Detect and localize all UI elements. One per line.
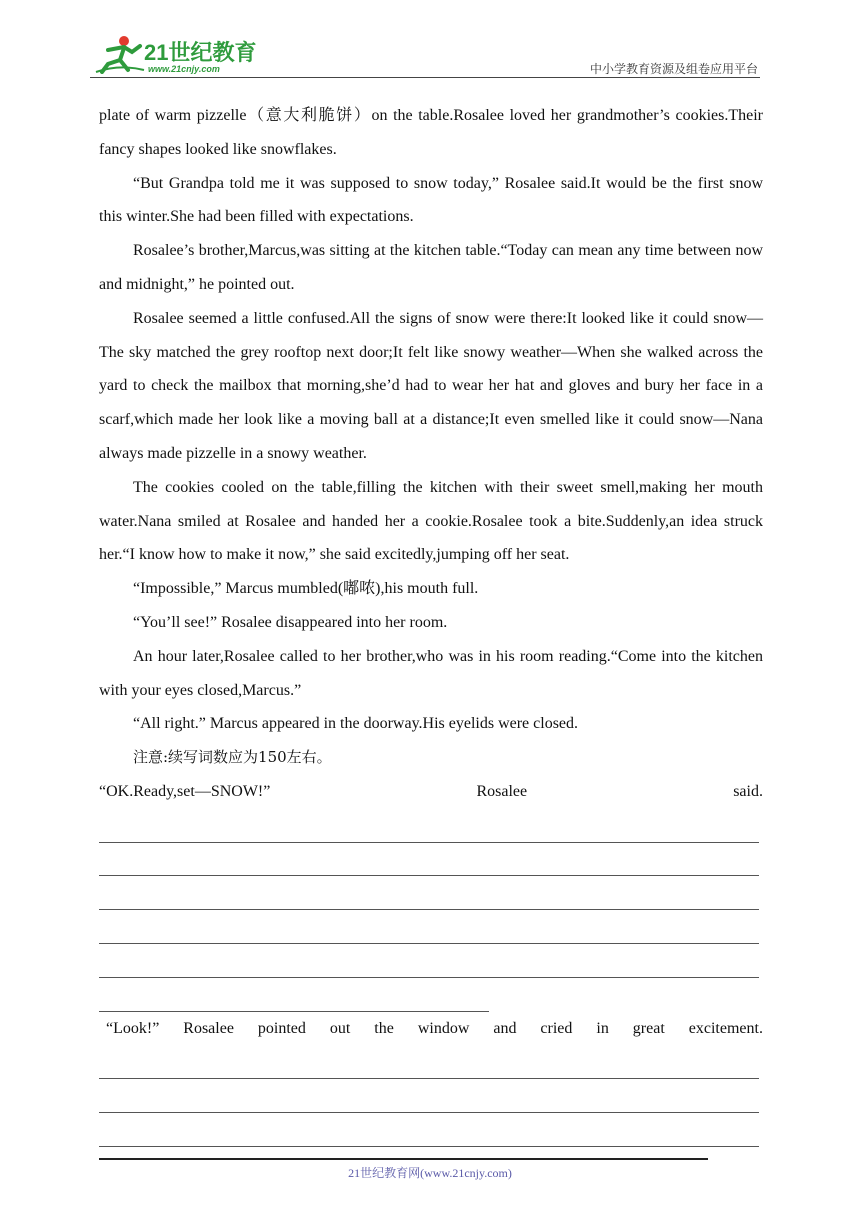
continuation-prompt-1 [99, 775, 763, 809]
continuation-prompt-2 [99, 1012, 763, 1046]
paragraph-3: Rosalee’s brother,Marcus,was sitting at the kitchen table.“Today can mean any time between now and midnight,” he pointed out. [99, 242, 763, 293]
answer-line[interactable] [99, 1045, 759, 1079]
document-body [99, 99, 763, 1147]
prompt-2-word: pointed [257, 1019, 306, 1037]
page-header [90, 30, 760, 78]
prompt-2-word: great [632, 1019, 665, 1037]
paragraph-2: “But Grandpa told me it was supposed to snow today,” Rosalee said.It would be the first snow this winter.She had been filled with expectations. [99, 174, 763, 226]
answer-line-short[interactable] [99, 978, 489, 1012]
paragraph-6: “Impossible,” Marcus mumbled(嘟哝),his mouth full. [133, 580, 479, 598]
prompt-2-word: cried [540, 1019, 573, 1037]
answer-line[interactable] [99, 1113, 759, 1147]
answer-line[interactable] [99, 843, 759, 877]
prompt-2-word: Rosalee [183, 1019, 234, 1037]
prompt-2-word: out [329, 1019, 351, 1037]
prompt-1-name: Rosalee [476, 782, 528, 800]
header-divider [90, 77, 760, 78]
logo-url: www.21cnjy.com [148, 64, 220, 74]
prompt-2-word: “Look!” [106, 1019, 160, 1037]
paragraph-4: Rosalee seemed a little confused.All the signs of snow were there:It looked like it could snow—The sky matched the grey rooftop next door;It felt like snowy weather—When she walked across the yard to check the mailbox that morning,she’d had to wear her hat and gloves and bury her face in a scarf,which made her look like a moving ball at a distance;It even smelled like it could snow—Nana always made pizzelle in a snowy weather. [99, 309, 763, 462]
answer-line[interactable] [99, 876, 759, 910]
prompt-2-word: in [596, 1019, 609, 1037]
paragraph-8: An hour later,Rosalee called to her brother,who was in his room reading.“Come into the kitchen with your eyes closed,Marcus.” [99, 647, 763, 699]
page-footer: 21世纪教育网(www.21cnjy.com) [348, 1166, 512, 1180]
answer-line[interactable] [99, 944, 759, 978]
footer-divider [99, 1158, 708, 1160]
word-count-note: 注意:续写词数应为150左右。 [133, 748, 332, 767]
answer-line[interactable] [99, 1079, 759, 1113]
prompt-1-verb: said. [733, 782, 763, 800]
prompt-1-quote: “OK.Ready,set—SNOW!” [99, 782, 271, 800]
prompt-2-word: window [417, 1019, 470, 1037]
paragraph-9: “All right.” Marcus appeared in the doorway.His eyelids were closed. [133, 715, 579, 733]
answer-line[interactable] [99, 809, 759, 843]
answer-line[interactable] [99, 910, 759, 944]
logo-text: 21世纪教育 [144, 40, 257, 65]
paragraph-1: plate of warm pizzelle（意大利脆饼）on the table.Rosalee loved her grandmother’s cookies.Their fancy shapes looked like snowflakes. [99, 107, 763, 158]
prompt-2-word: excitement. [688, 1019, 763, 1037]
prompt-2-word: and [493, 1019, 517, 1037]
prompt-2-word: the [374, 1019, 394, 1037]
runner-logo-icon [94, 34, 146, 74]
logo [94, 34, 264, 76]
paragraph-7: “You’ll see!” Rosalee disappeared into her room. [133, 613, 448, 631]
platform-name: 中小学教育资源及组卷应用平台 [589, 62, 758, 76]
paragraph-5: The cookies cooled on the table,filling the kitchen with their sweet smell,making her mouth water.Nana smiled at Rosalee and handed her a cookie.Rosalee took a bite.Suddenly,an idea struck her.“I know how to make it now,” she said excitedly,jumping off her seat. [99, 478, 763, 564]
